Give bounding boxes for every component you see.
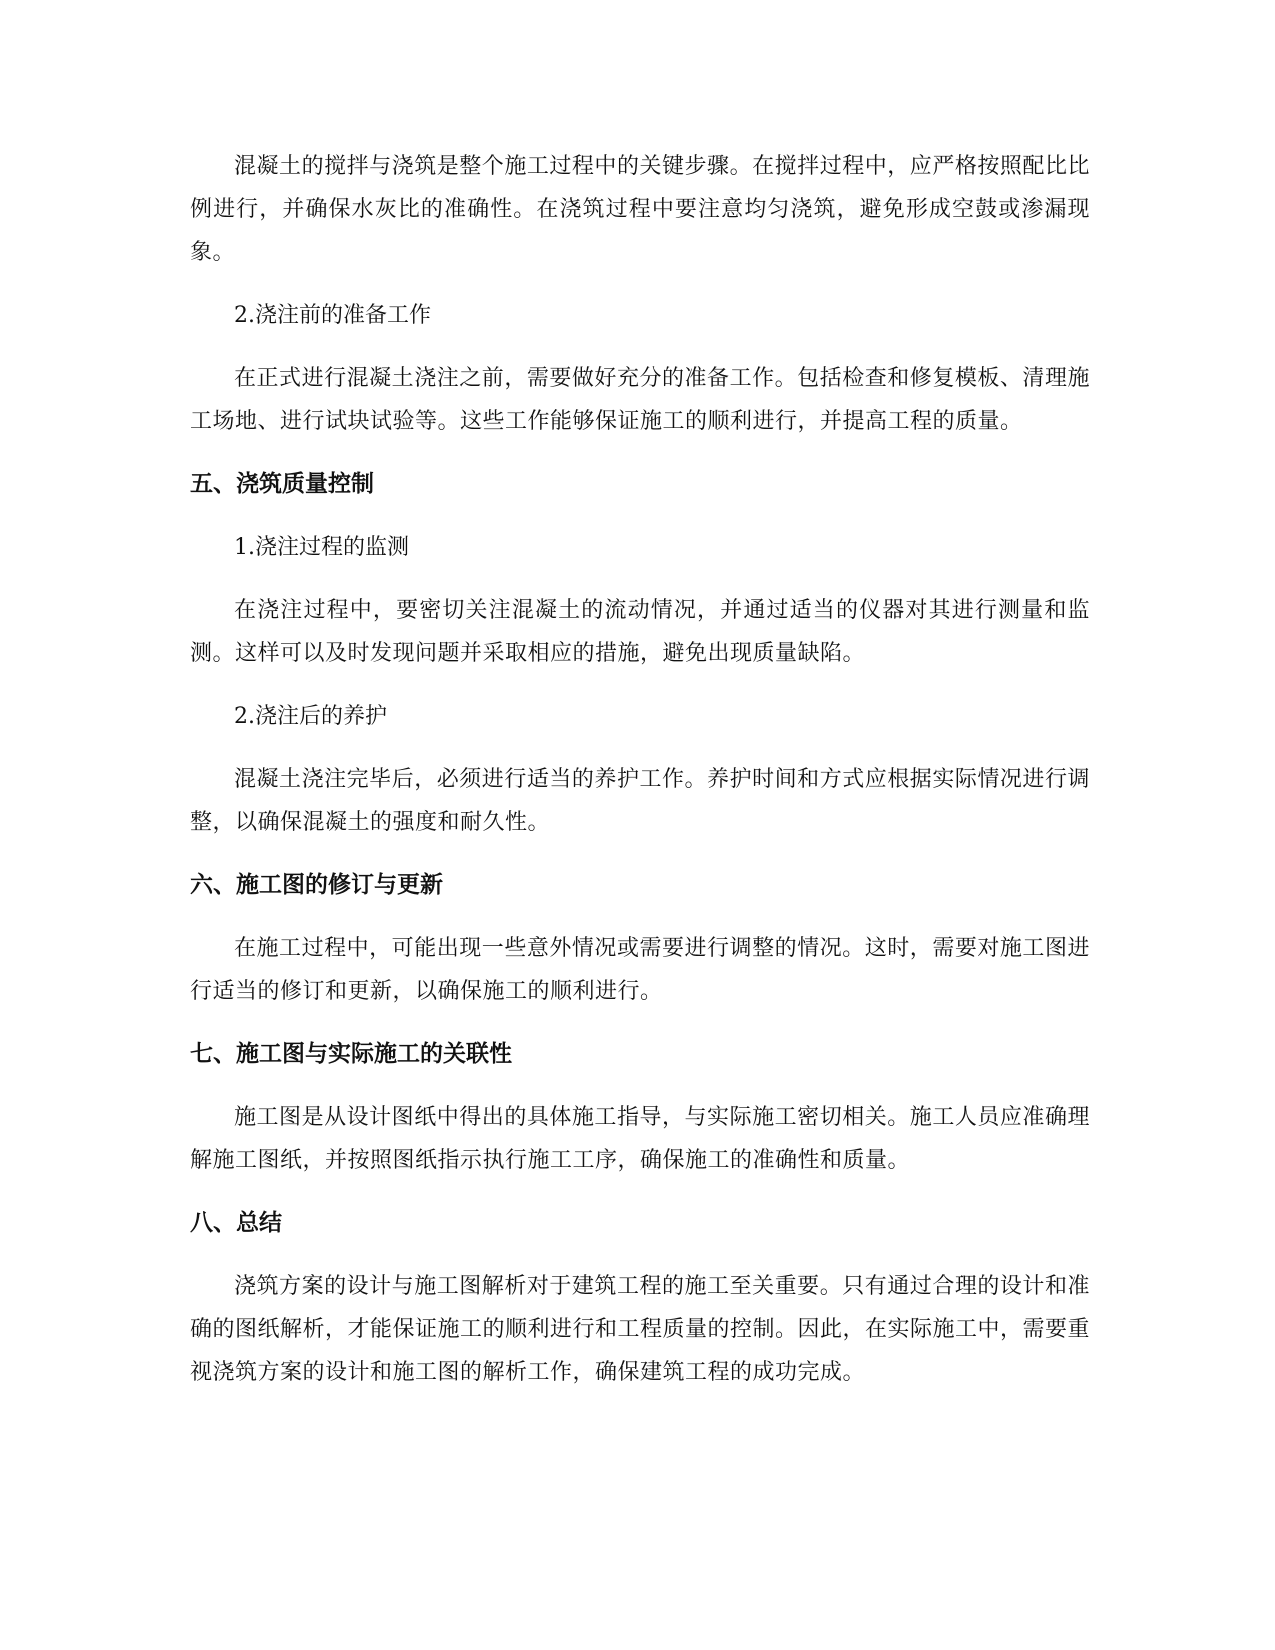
paragraph-monitoring: 在浇注过程中，要密切关注混凝土的流动情况，并通过适当的仪器对其进行测量和监测。这样可以及时发现问题并采取相应的措施，避免出现质量缺陷。 — [190, 598, 1090, 666]
section-heading-8: 八、总结 — [190, 1210, 282, 1236]
paragraph-relevance: 施工图是从设计图纸中得出的具体施工指导，与实际施工密切相关。施工人员应准确理解施工图纸，并按照图纸指示执行施工工序，确保施工的准确性和质量。 — [190, 1105, 1090, 1173]
document-body — [190, 145, 1090, 1414]
section-heading-7: 七、施工图与实际施工的关联性 — [190, 1041, 512, 1067]
paragraph-summary: 浇筑方案的设计与施工图解析对于建筑工程的施工至关重要。只有通过合理的设计和准确的图纸解析，才能保证施工的顺利进行和工程质量的控制。因此，在实际施工中，需要重视浇筑方案的设计和施工图的解析工作，确保建筑工程的成功完成。 — [190, 1274, 1091, 1385]
paragraph-preparation: 在正式进行混凝土浇注之前，需要做好充分的准备工作。包括检查和修复模板、清理施工场地、进行试块试验等。这些工作能够保证施工的顺利进行，并提高工程的质量。 — [190, 366, 1090, 434]
subheading-preparation: 2.浇注前的准备工作 — [234, 303, 431, 328]
section-heading-5: 五、浇筑质量控制 — [190, 471, 374, 497]
subheading-curing: 2.浇注后的养护 — [234, 704, 387, 729]
paragraph-revision: 在施工过程中，可能出现一些意外情况或需要进行调整的情况。这时，需要对施工图进行适当的修订和更新，以确保施工的顺利进行。 — [190, 936, 1090, 1004]
paragraph-curing: 混凝土浇注完毕后，必须进行适当的养护工作。养护时间和方式应根据实际情况进行调整，以确保混凝土的强度和耐久性。 — [190, 767, 1090, 835]
paragraph-mixing-pouring: 混凝土的搅拌与浇筑是整个施工过程中的关键步骤。在搅拌过程中，应严格按照配比比例进行，并确保水灰比的准确性。在浇筑过程中要注意均匀浇筑，避免形成空鼓或渗漏现象。 — [190, 154, 1090, 265]
section-heading-6: 六、施工图的修订与更新 — [190, 872, 443, 898]
subheading-monitoring: 1.浇注过程的监测 — [234, 535, 409, 560]
